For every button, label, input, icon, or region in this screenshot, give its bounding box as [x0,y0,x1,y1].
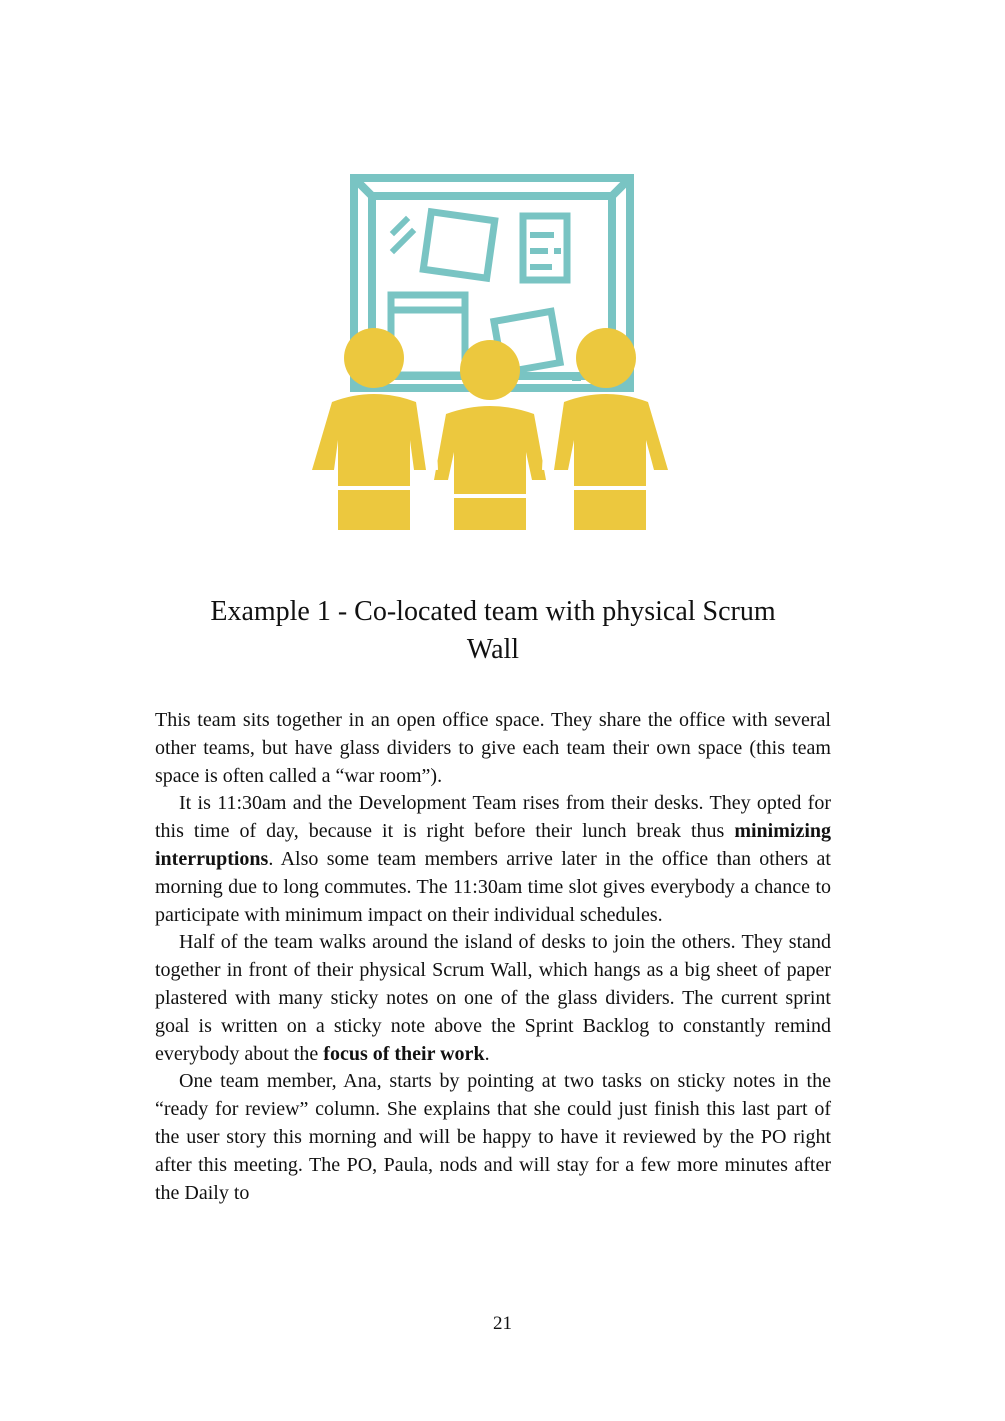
team-members [312,328,668,530]
emphasis-focus-of-work: focus of their work [323,1042,485,1065]
heading-line-1: Example 1 - Co-located team with physical Scrum [210,596,776,627]
paragraph-2-start: It is 11:30am and the Development Team rises from their desks. They opted for this time of day, because it is right before their lunch break thus [155,792,831,843]
paragraph-2-end: . Also some team members arrive later in the office than others at morning due to long commutes. The 11:30am time slot gives everybody a chance to participate with minimum impact on their individual schedules. [155,847,831,926]
heading-line-2: Wall [466,634,520,665]
note-lines [530,232,581,381]
team-scrum-wall-icon [310,170,690,535]
team-scrum-wall-illustration [310,170,690,535]
section-heading [150,593,836,669]
paragraph-4: One team member, Ana, starts by pointing at two tasks on sticky notes in the “ready for review” column. She explains that she could just finish this last part of the user story this morning and will be happy to have it reviewed by the PO right after this meeting. The PO, Paula, nods and will stay for a few more minutes after the Daily to [155,1070,831,1204]
paragraph-3 [155,929,831,1068]
page-number: 21 [493,1313,512,1334]
marker-strokes [394,220,412,250]
paragraph-1: This team sits together in an open office space. They share the office with several other teams, but have glass dividers to give each team their own space (this team space is often called a “war room”). [155,709,831,787]
paragraph-3-start: Half of the team walks around the island of desks to join the others. They stand together in front of their physical Scrum Wall, which hangs as a big sheet of paper plastered with many sticky notes on one of the glass dividers. The current sprint goal is written on a sticky note above the Sprint Backlog to constantly remind everybody about the [155,931,831,1065]
body-text [155,707,831,1207]
paragraph-2 [155,790,831,929]
paragraph-3-end: . [484,1042,490,1065]
emphasis-minimizing-interruptions: minimizing interruptions [155,820,831,870]
